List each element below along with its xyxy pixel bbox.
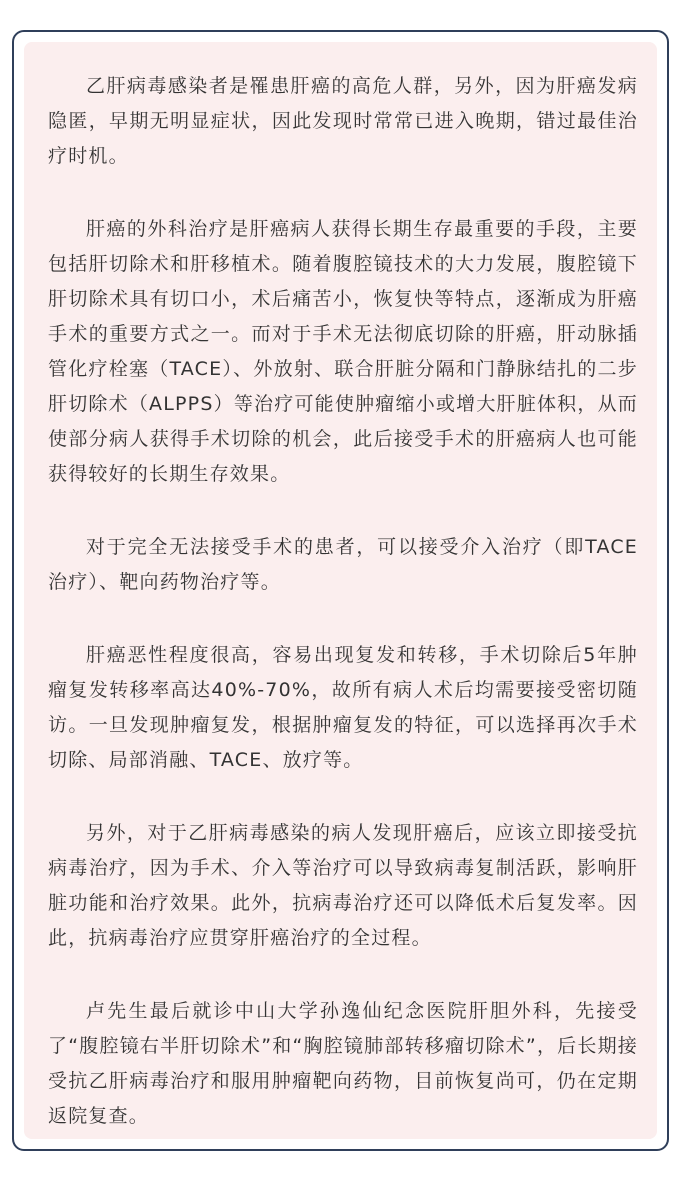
paragraph-hbv-risk: 乙肝病毒感染者是罹患肝癌的高危人群，另外，因为肝癌发病隐匿，早期无明显症状，因此发现时常常已进入晚期，错过最佳治疗时机。 (48, 75, 638, 167)
paragraph-patient-outcome: 卢先生最后就诊中山大学孙逸仙纪念医院肝胆外科，先接受了“腹腔镜右半肝切除术”和“胸腔镜肺部转移瘤切除术”，后长期接受抗乙肝病毒治疗和服用肿瘤靶向药物，目前恢复尚可，仍在定期返院复查。 (48, 1000, 638, 1127)
paragraph-surgical-treatment: 肝癌的外科治疗是肝癌病人获得长期生存最重要的手段，主要包括肝切除术和肝移植术。随着腹腔镜技术的大力发展，腹腔镜下肝切除术具有切口小，术后痛苦小，恢复快等特点，逐渐成为肝癌手术的重要方式之一。而对于手术无法彻底切除的肝癌，肝动脉插管化疗栓塞（TACE）、外放射、联合肝脏分隔和门静脉结扎的二步肝切除术（ALPPS）等治疗可能使肿瘤缩小或增大肝脏体积，从而使部分病人获得手术切除的机会，此后接受手术的肝癌病人也可能获得较好的长期生存效果。 (48, 218, 638, 485)
paragraph-antiviral-therapy: 另外，对于乙肝病毒感染的病人发现肝癌后，应该立即接受抗病毒治疗，因为手术、介入等治疗可以导致病毒复制活跃，影响肝脏功能和治疗效果。此外，抗病毒治疗还可以降低术后复发率。因此，抗病毒治疗应贯穿肝癌治疗的全过程。 (48, 822, 638, 949)
paragraph-non-surgical-treatment: 对于完全无法接受手术的患者，可以接受介入治疗（即TACE治疗）、靶向药物治疗等。 (48, 536, 638, 593)
article-body (48, 69, 638, 1134)
paragraph-recurrence-follow-up: 肝癌恶性程度很高，容易出现复发和转移，手术切除后5年肿瘤复发转移率高达40%-70%，故所有病人术后均需要接受密切随访。一旦发现肿瘤复发，根据肿瘤复发的特征，可以选择再次手术切除、局部消融、TACE、放疗等。 (48, 644, 638, 771)
